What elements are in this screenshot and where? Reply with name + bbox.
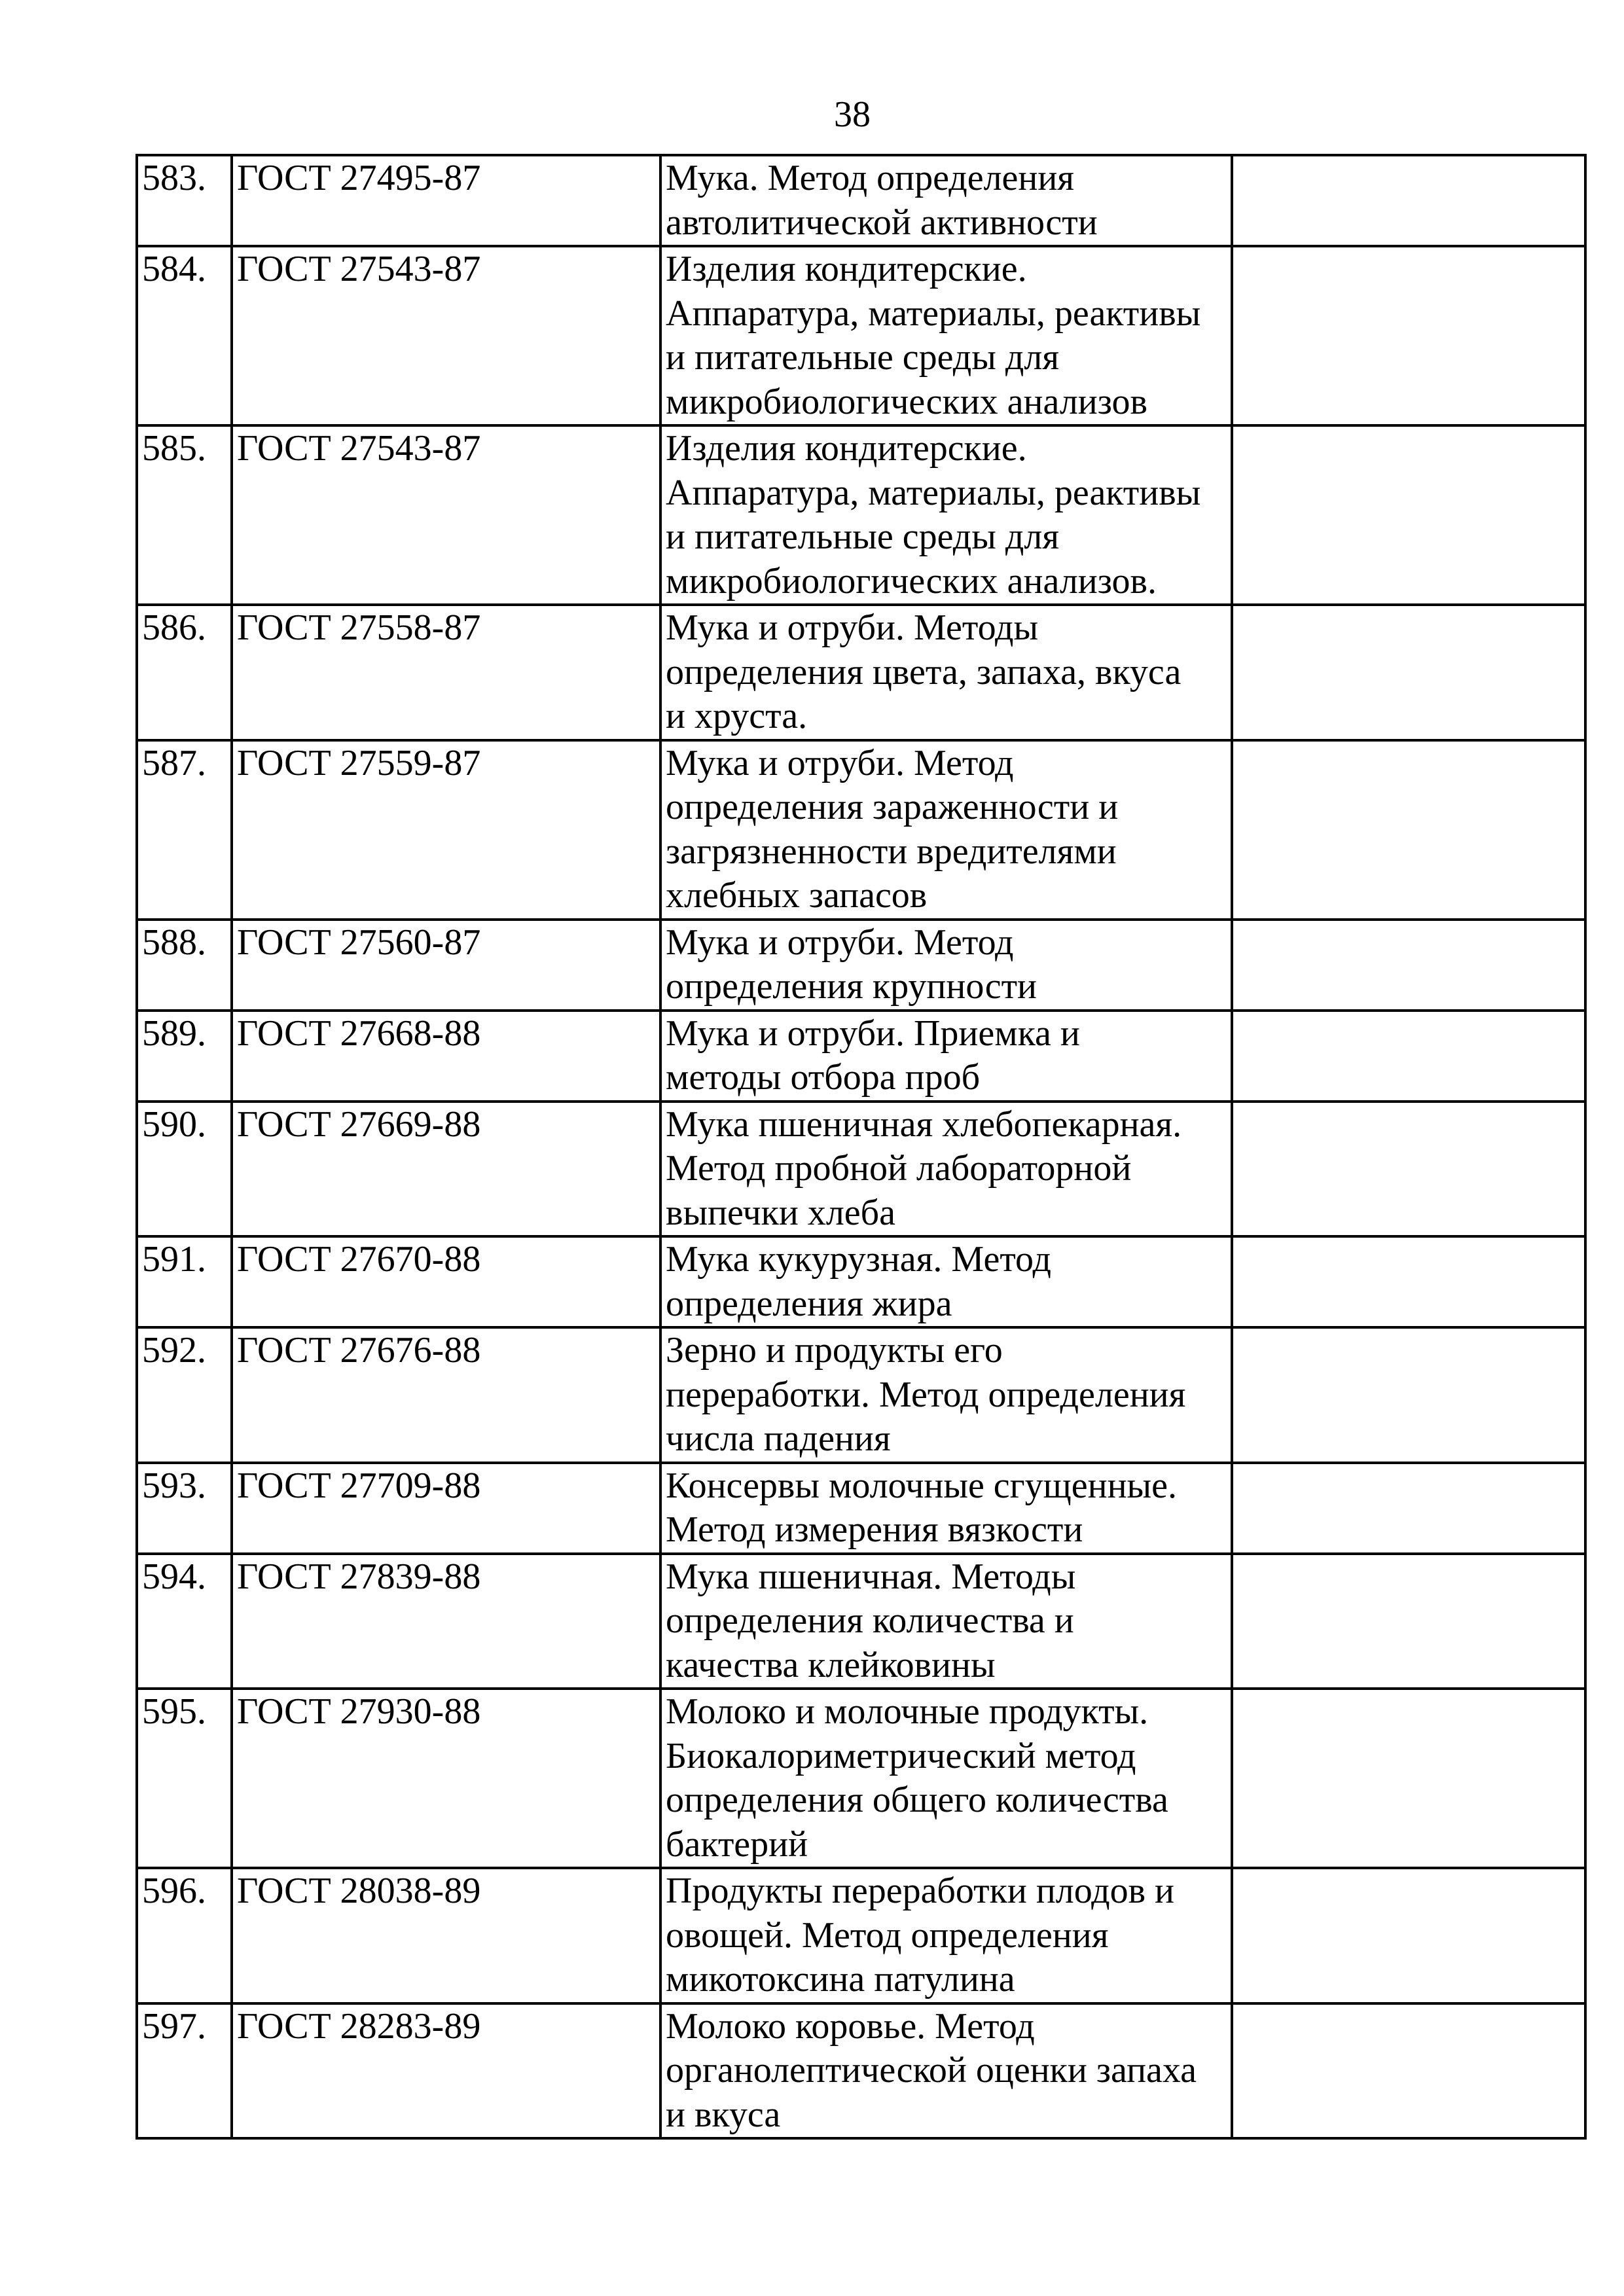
table-row [137,2003,1585,2139]
note-cell [1232,2003,1585,2139]
standard-title-cell: Мука и отруби. Метод определения крупности [660,920,1232,1011]
standard-title-cell: Изделия кондитерские. Аппаратура, материалы, реактивы и питательные среды для микробиологических анализов [660,246,1232,425]
row-number-cell: 593. [137,1463,232,1554]
note-cell [1232,1102,1585,1237]
row-number-cell: 594. [137,1554,232,1689]
row-number-cell: 596. [137,1868,232,2003]
gost-code-cell: ГОСТ 27930-88 [232,1689,660,1868]
gost-code-cell: ГОСТ 28038-89 [232,1868,660,2003]
table-row [137,1327,1585,1463]
standard-title-cell: Мука пшеничная хлебопекарная. Метод пробной лабораторной выпечки хлеба [660,1102,1232,1237]
note-cell [1232,1689,1585,1868]
row-number-cell: 588. [137,920,232,1011]
gost-code-cell: ГОСТ 27495-87 [232,155,660,246]
standard-title-cell: Мука и отруби. Методы определения цвета, запаха, вкуса и хруста. [660,605,1232,740]
gost-code-cell: ГОСТ 27560-87 [232,920,660,1011]
page-number: 38 [834,94,871,135]
note-cell [1232,1554,1585,1689]
row-number-cell: 584. [137,246,232,425]
standard-title-cell: Молоко и молочные продукты. Биокалориметрический метод определения общего количества бактерий [660,1689,1232,1868]
gost-code-cell: ГОСТ 28283-89 [232,2003,660,2139]
table-row [137,920,1585,1011]
standard-title-cell: Зерно и продукты его переработки. Метод определения числа падения [660,1327,1232,1463]
table-row [137,1554,1585,1689]
standard-title-cell: Молоко коровье. Метод органолептической оценки запаха и вкуса [660,2003,1232,2139]
note-cell [1232,1327,1585,1463]
note-cell [1232,605,1585,740]
standard-title-cell: Продукты переработки плодов и овощей. Метод определения микотоксина патулина [660,1868,1232,2003]
note-cell [1232,1463,1585,1554]
note-cell [1232,1236,1585,1327]
table-row [137,1868,1585,2003]
row-number-cell: 583. [137,155,232,246]
gost-code-cell: ГОСТ 27668-88 [232,1011,660,1102]
row-number-cell: 597. [137,2003,232,2139]
standard-title-cell: Мука пшеничная. Методы определения количества и качества клейковины [660,1554,1232,1689]
note-cell [1232,155,1585,246]
table-row [137,740,1585,920]
table-row [137,1689,1585,1868]
note-cell [1232,1868,1585,2003]
table-row [137,246,1585,425]
table-row [137,425,1585,605]
table-row [137,1102,1585,1237]
gost-standards-table [135,154,1587,2140]
row-number-cell: 591. [137,1236,232,1327]
table-row [137,605,1585,740]
table-row [137,155,1585,246]
table-body [137,155,1585,2138]
row-number-cell: 592. [137,1327,232,1463]
standard-title-cell: Мука и отруби. Метод определения зараженности и загрязненности вредителями хлебных запасов [660,740,1232,920]
row-number-cell: 587. [137,740,232,920]
row-number-cell: 589. [137,1011,232,1102]
standard-title-cell: Консервы молочные сгущенные. Метод измерения вязкости [660,1463,1232,1554]
gost-code-cell: ГОСТ 27669-88 [232,1102,660,1237]
standard-title-cell: Мука и отруби. Приемка и методы отбора проб [660,1011,1232,1102]
gost-code-cell: ГОСТ 27670-88 [232,1236,660,1327]
row-number-cell: 590. [137,1102,232,1237]
gost-code-cell: ГОСТ 27558-87 [232,605,660,740]
gost-code-cell: ГОСТ 27543-87 [232,246,660,425]
table-row [137,1236,1585,1327]
gost-code-cell: ГОСТ 27676-88 [232,1327,660,1463]
row-number-cell: 595. [137,1689,232,1868]
table-row [137,1463,1585,1554]
note-cell [1232,740,1585,920]
note-cell [1232,246,1585,425]
table-row [137,1011,1585,1102]
row-number-cell: 585. [137,425,232,605]
gost-code-cell: ГОСТ 27839-88 [232,1554,660,1689]
row-number-cell: 586. [137,605,232,740]
standard-title-cell: Изделия кондитерские. Аппаратура, материалы, реактивы и питательные среды для микробиологических анализов. [660,425,1232,605]
standard-title-cell: Мука кукурузная. Метод определения жира [660,1236,1232,1327]
note-cell [1232,425,1585,605]
standard-title-cell: Мука. Метод определения автолитической активности [660,155,1232,246]
note-cell [1232,920,1585,1011]
gost-code-cell: ГОСТ 27543-87 [232,425,660,605]
gost-code-cell: ГОСТ 27559-87 [232,740,660,920]
gost-code-cell: ГОСТ 27709-88 [232,1463,660,1554]
note-cell [1232,1011,1585,1102]
